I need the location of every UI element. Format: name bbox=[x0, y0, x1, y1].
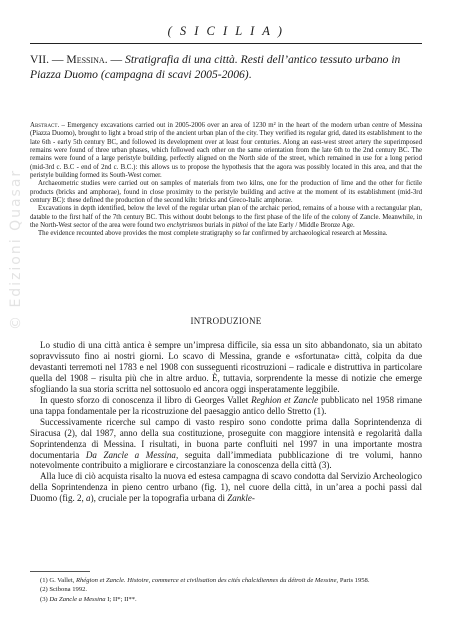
body-text-4a: Alla luce di ciò acquista risalto la nuova ed estesa campagna di scavo condotta dal Servizio Archeologico della Soprintendenza in pieno centro urbano (fig. 1), nel cuore della città, in un’area a pochi passi dal Duomo (fig. 2, bbox=[30, 471, 422, 504]
article-title-italic: Stratigrafia di una città. Resti dell’antico tessuto urbano in Piazza Duomo (campagna di scavi 2005-2006) bbox=[30, 53, 401, 81]
abstract-text-3a: Excavations in depth identified, below the level of the regular urban plan of the archaic period, remains of a house with a rectangular plan, datable to the first half of the 7th century BC. This without doubt belongs to the first phase of the life of the colony of Zancle. Meanwhile, in the North-West sector of the area were found two bbox=[30, 205, 422, 230]
footnote-1-text-a: (1) G. Vallet, bbox=[40, 577, 76, 584]
abstract-text-3b: burials in bbox=[202, 222, 233, 230]
abstract-label: Abstract. bbox=[30, 122, 60, 129]
abstract-italic-pithoi: pithoi bbox=[232, 222, 249, 230]
article-city: Messina bbox=[66, 53, 105, 66]
body-text-2b: pubblicato nel 1958 rimane una tappa fondamentale per la ricostruzione del paesaggio antico dello Stretto (1). bbox=[30, 394, 422, 416]
body-text-3b: , seguita dall’immediata pubblicazione di tre volumi, hanno notevolmente contribuito a migliorare e circostanziare la conoscenza della città (3). bbox=[30, 449, 422, 471]
section-header: ( S I C I L I A ) bbox=[167, 24, 285, 38]
body-italic-reghion: Reghion et Zancle bbox=[251, 394, 319, 405]
body-text-2a: In questo sforzo di conoscenza il libro di Georges Vallet bbox=[40, 394, 252, 405]
article-dash: . — bbox=[104, 53, 126, 66]
body-italic-zancle: Da Zancle a Messina bbox=[85, 449, 176, 460]
section-title: INTRODUZIONE bbox=[190, 316, 262, 326]
body-paragraph-3 bbox=[30, 417, 422, 472]
footnote-2: (2) Scibona 1992. bbox=[40, 586, 88, 594]
body-text-4b: ), cruciale per la topografia urbana di bbox=[90, 493, 228, 504]
article-title-end: . bbox=[248, 68, 252, 81]
body-text bbox=[30, 340, 422, 504]
footnote-3 bbox=[30, 595, 422, 604]
publisher-watermark: © Edizioni Quasar bbox=[8, 168, 24, 330]
footnote-1-text-b: , Paris 1958. bbox=[336, 577, 370, 584]
body-text-3a: Successivamente ricerche sul campo di vasto respiro sono condotte prima dalla Soprintendenza di Siracusa (2), dal 1987, anno della sua costituzione, proseguite con maggiore intensità e regolarità dalla Soprintendenza di Messina. I risultati, in buona parte confluiti nel 1997 in una importante mostra documentaria bbox=[30, 416, 422, 460]
body-paragraph-1: Lo studio di una città antica è sempre un’impresa difficile, sia essa un sito abbandonato, sia un abitato sopravvissuto fino ai nostri giorni. Lo scavo di Messina, grande e «sfortunata» città, colpita da due devastanti terremoti nel 1783 e nel 1908 con susseguenti ricostruzioni – radicale e distruttiva in particolare quella del 1908 – risulta più che in altre arduo. È, tuttavia, sorprendente la messe di notizie che emerge sfogliando la sua storia scritta nel sottosuolo ed ancora oggi insperatamente leggibile. bbox=[30, 340, 422, 394]
header-rule bbox=[30, 43, 422, 44]
footnote-3-text-b: I; II*; II**. bbox=[105, 595, 137, 603]
body-italic-a: a bbox=[86, 493, 91, 504]
abstract-text-3c: of the late Early / Middle Bronze Age. bbox=[248, 222, 355, 230]
footnote-3-italic: Da Zancle a Messina bbox=[49, 595, 106, 603]
footnote-1 bbox=[30, 576, 422, 585]
article-title bbox=[30, 52, 422, 82]
footnote-3-text-a: (3) bbox=[40, 595, 50, 603]
abstract-paragraph-3 bbox=[30, 205, 422, 230]
footnote-rule bbox=[30, 571, 90, 572]
abstract bbox=[30, 122, 422, 239]
article-number: VII. — bbox=[30, 53, 67, 66]
abstract-paragraph-2: Archaeometric studies were carried out on samples of materials from two kilns, one for the production of lime and the other for fictile products (bricks and amphorae), found in close proximity to the peristyle building and active at the moment of its establishment (mid-3rd century BC): these defined the production of the second kiln: bricks and Greco-Italic amphorae. bbox=[30, 180, 422, 205]
abstract-italic-enchytrismos: enchytrismos bbox=[166, 222, 203, 230]
abstract-text-1: – Emergency excavations carried out in 2005-2006 over an area of 1230 m² in the heart of the modern urban centre of Messina (Piazza Duomo), brought to light a broad strip of the ancient urban plan of the city. They verified its regular grid, dated its establishment to the late 6th - early 5th century BC, and followed its development over at least four centuries. Along an east-west street artery the superimposed remains were found of three urban phases, which followed each other on the same orientation from the late 6th to the 2nd century BC. The remains were found of a large peristyle building, perfectly aligned on the North side of the street, which remained in use for a long period (mid-3rd c. B.C - end of 2nd c. B.C.): this allows us to propose the hypothesis that the agora was possibly located in this area, and that the peristyle building formed its South-West corner. bbox=[30, 122, 422, 180]
abstract-paragraph-4: The evidence recounted above provides the most complete stratigraphy so far confirmed by archaeological research at Messina. bbox=[38, 230, 388, 238]
body-paragraph-4 bbox=[30, 471, 422, 504]
body-italic-zankle: Zankle- bbox=[227, 493, 255, 504]
abstract-paragraph-1 bbox=[30, 122, 422, 180]
footnote-1-italic: Rhégion et Zancle. Histoire, commerce et civilisation des cités chalcidiennes du détroit de Messine bbox=[75, 577, 337, 584]
body-paragraph-2 bbox=[30, 395, 422, 417]
footnotes bbox=[30, 576, 422, 604]
